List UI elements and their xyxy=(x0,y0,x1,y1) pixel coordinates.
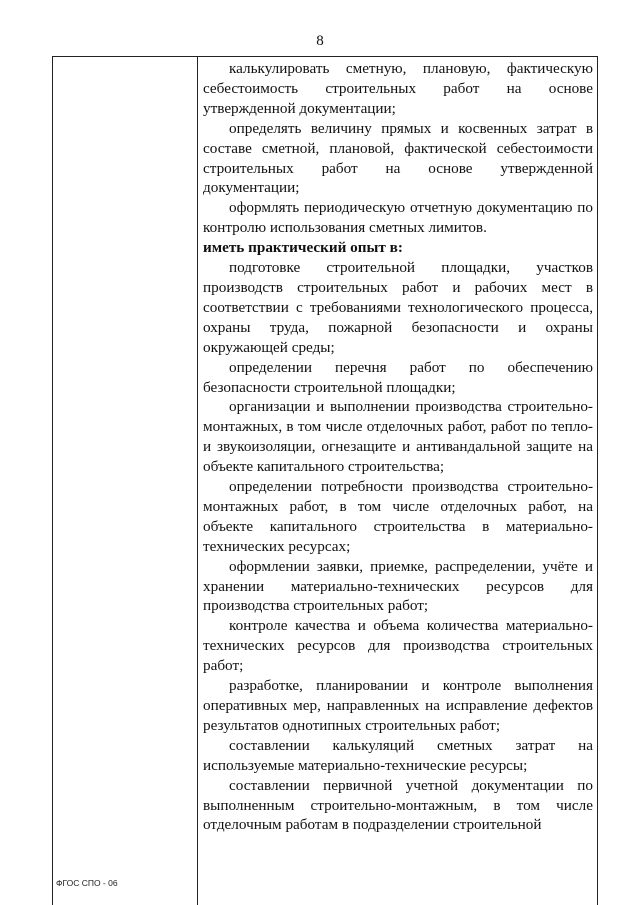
column-divider xyxy=(197,57,198,905)
list-item: калькулировать сметную, плановую, фактическую себестоимость строительных работ на основе утвержденной документации; xyxy=(203,60,593,117)
list-item: организации и выполнении производства строительно-монтажных, в том числе отделочных работ, работ по тепло- и звукоизоляции, огнезащите и антивандальной защите на объекте капитального строительства; xyxy=(203,398,593,476)
page-number: 8 xyxy=(316,33,324,49)
table-content-cell xyxy=(203,59,593,835)
list-item: оформлении заявки, приемке, распределении, учёте и хранении материально-технических ресурсов для производства строительных работ; xyxy=(203,557,593,615)
section-heading: иметь практический опыт в: xyxy=(203,239,403,257)
list-item: разработке, планировании и контроле выполнения оперативных мер, направленных на исправление дефектов результатов однотипных строительных работ; xyxy=(203,677,593,734)
footer-label: ФГОС СПО - 06 xyxy=(56,878,118,888)
list-item: составлении первичной учетной документации по выполненным строительно-монтажным, в том числе отделочным работам в подразделении строительной xyxy=(203,776,593,834)
list-item: определении потребности производства строительно-монтажных работ, в том числе отделочных работ, на объекте капитального строительства в материально-технических ресурсах; xyxy=(203,478,593,555)
list-item: оформлять периодическую отчетную документацию по контролю использования сметных лимитов. xyxy=(203,199,593,237)
document-table xyxy=(52,56,598,905)
list-item: определении перечня работ по обеспечению безопасности строительной площадки; xyxy=(203,358,593,396)
list-item: контроле качества и объема количества материально-технических ресурсов для производства строительных работ; xyxy=(203,617,593,675)
list-item: определять величину прямых и косвенных затрат в составе сметной, плановой, фактической себестоимости строительных работ на основе утвержденной документации; xyxy=(203,119,593,197)
list-item: составлении калькуляций сметных затрат на используемые материально-технические ресурсы; xyxy=(203,736,593,774)
list-item: подготовке строительной площадки, участков производств строительных работ и рабочих мест в соответствии с требованиями технологического процесса, охраны труда, пожарной безопасности и охраны окружающей среды; xyxy=(203,259,593,356)
